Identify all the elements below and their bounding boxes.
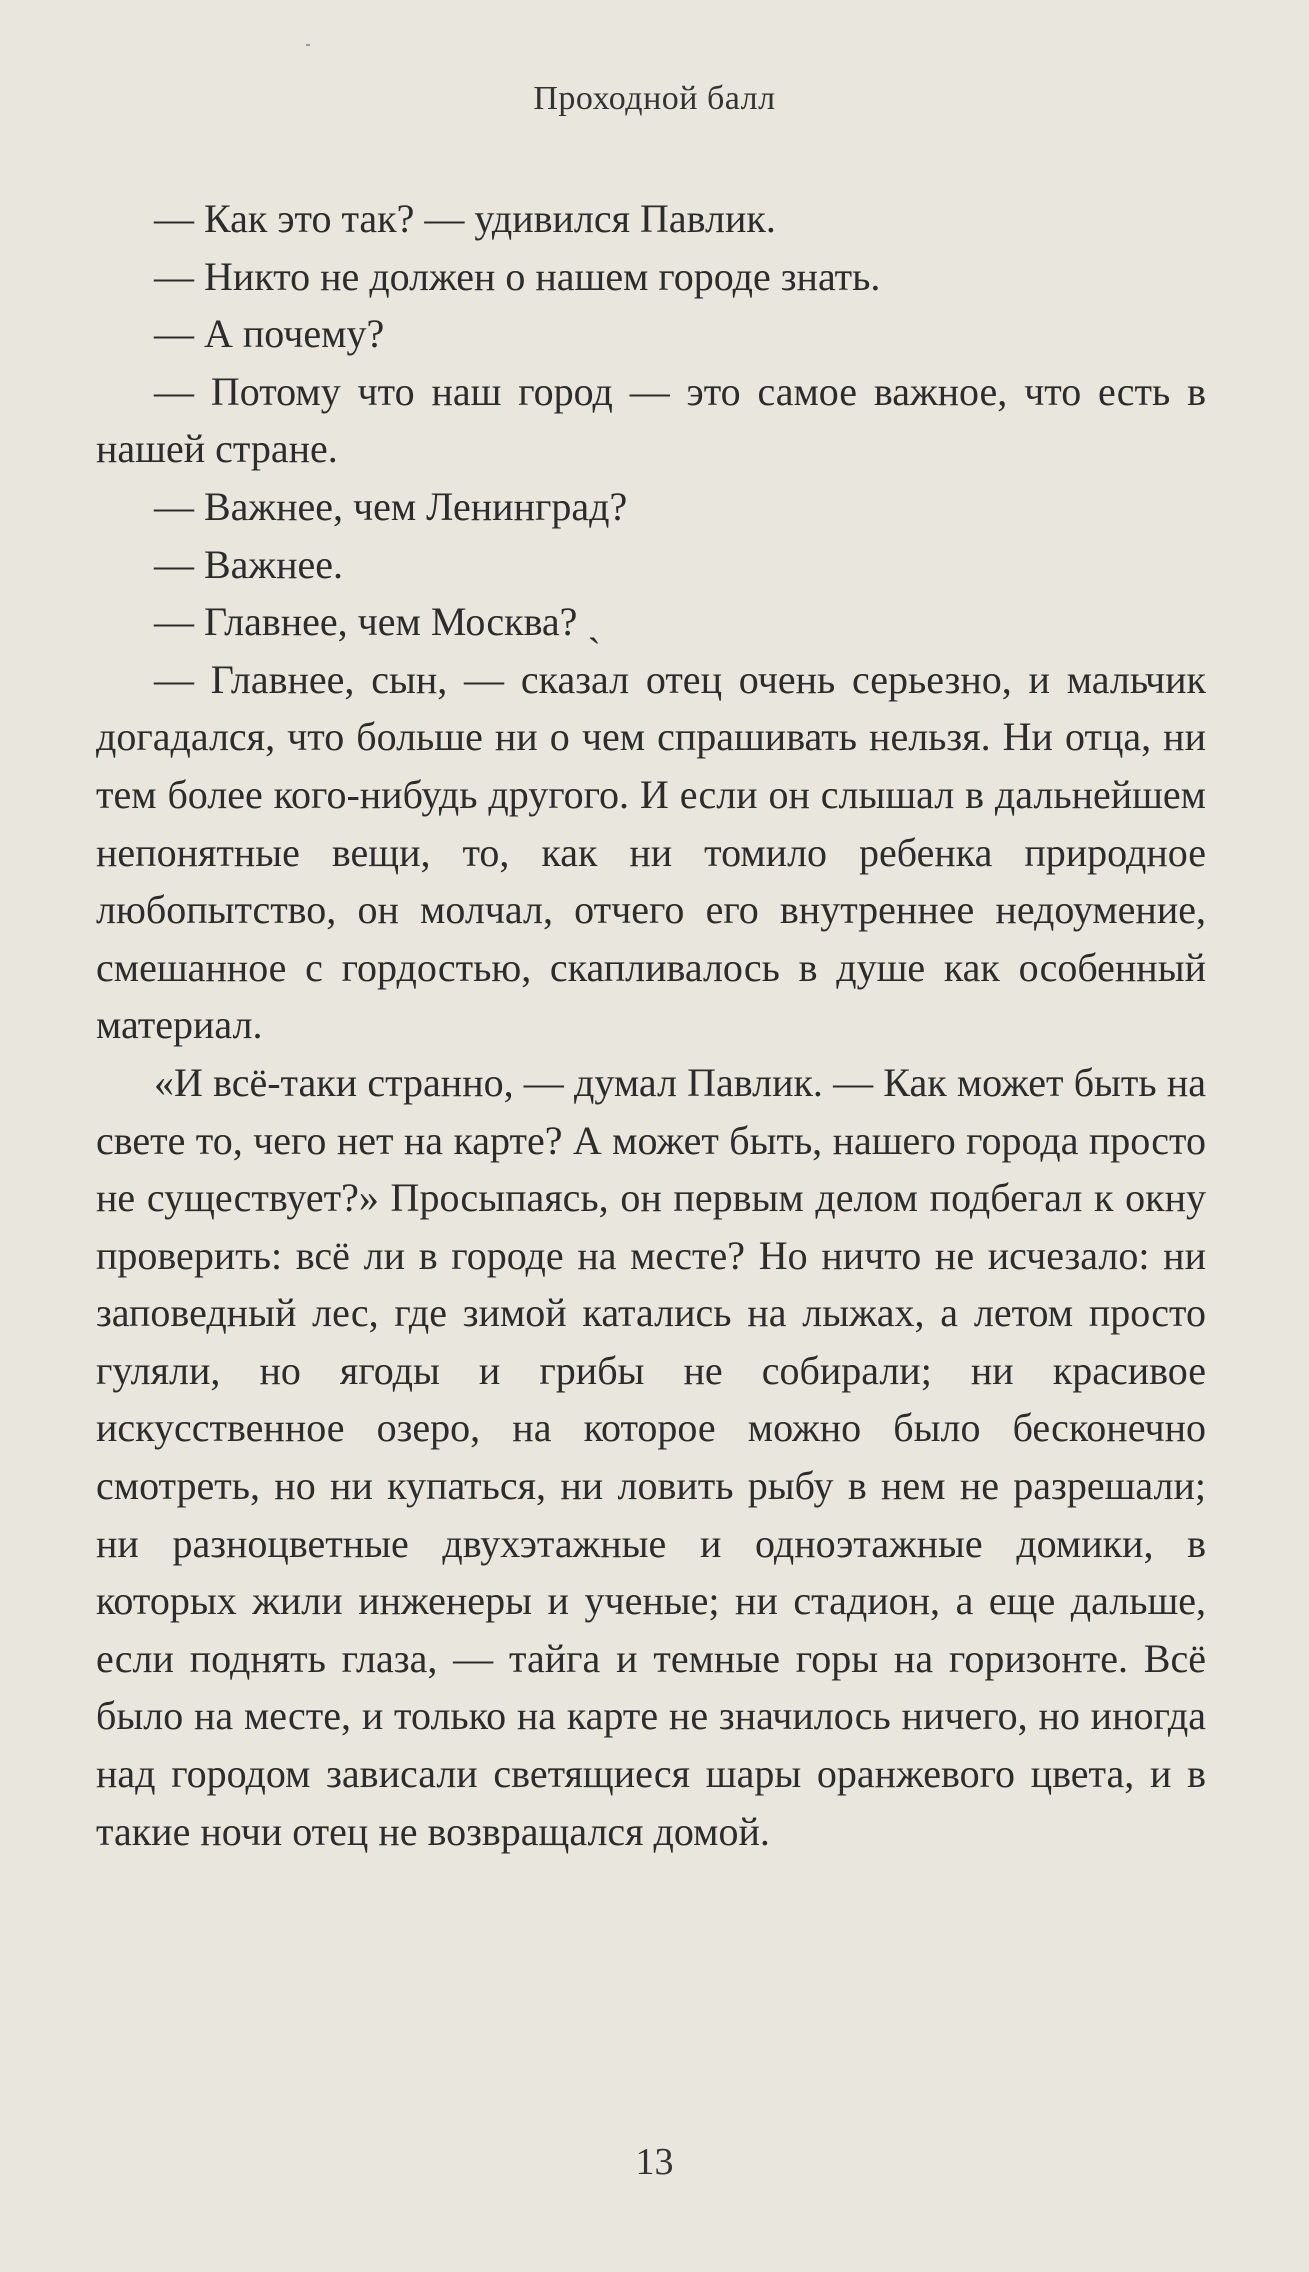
paragraph-9: «И всё-таки странно, — думал Павлик. — Как может быть на свете то, чего нет на карте? А может быть, нашего города просто не существует?» Просыпаясь, он первым делом подбегал к окну проверить: всё ли в городе на месте? Но ничто не исчезало: ни заповедный лес, где зимой катались на лыжах, а летом просто гуляли, но ягоды и грибы не собирали; ни красивое искусственное озеро, на которое можно было бесконечно смотреть, но ни купаться, ни ловить рыбу в нем не разрешали; ни разноцветные двухэтажные и одноэтажные домики, в которых жили инженеры и ученые; ни стадион, а еще дальше, если поднять глаза, — тайга и темные горы на горизонте. Всё было на месте, и только на карте не значилось ничего, но иногда над городом зависали светящиеся шары оранжевого цвета, и в такие ночи отец не возвращался домой. bbox=[96, 1059, 1206, 1854]
paragraph-1: — Как это так? — удивился Павлик. bbox=[154, 196, 776, 241]
paragraph-2: — Никто не должен о нашем городе знать. bbox=[154, 253, 881, 299]
page-number: 13 bbox=[635, 2141, 674, 2183]
paragraph-3: — А почему? bbox=[154, 311, 385, 357]
paragraph-4: — Потому что наш город — это самое важное, что есть в нашей стране. bbox=[96, 368, 1206, 472]
print-speck bbox=[306, 44, 310, 46]
body-text bbox=[96, 190, 1206, 1860]
paragraph-6: — Важнее. bbox=[154, 541, 343, 587]
running-title: Проходной балл bbox=[533, 80, 776, 117]
paragraph-7: — Главнее, чем Москва? ˏ bbox=[154, 599, 601, 645]
paragraph-8: — Главнее, сын, — сказал отец очень серьезно, и мальчик догадался, что больше ни о чем спрашивать нельзя. Ни отца, ни тем более кого-нибудь другого. И если он слышал в дальнейшем непонятные вещи, то, как ни томило ребенка природное любопытство, он молчал, отчего его внутреннее недоумение, смешанное с гордостью, скапливалось в душе как особенный материал. bbox=[96, 656, 1206, 1048]
paragraph-5: — Важнее, чем Ленинград? bbox=[154, 483, 628, 529]
